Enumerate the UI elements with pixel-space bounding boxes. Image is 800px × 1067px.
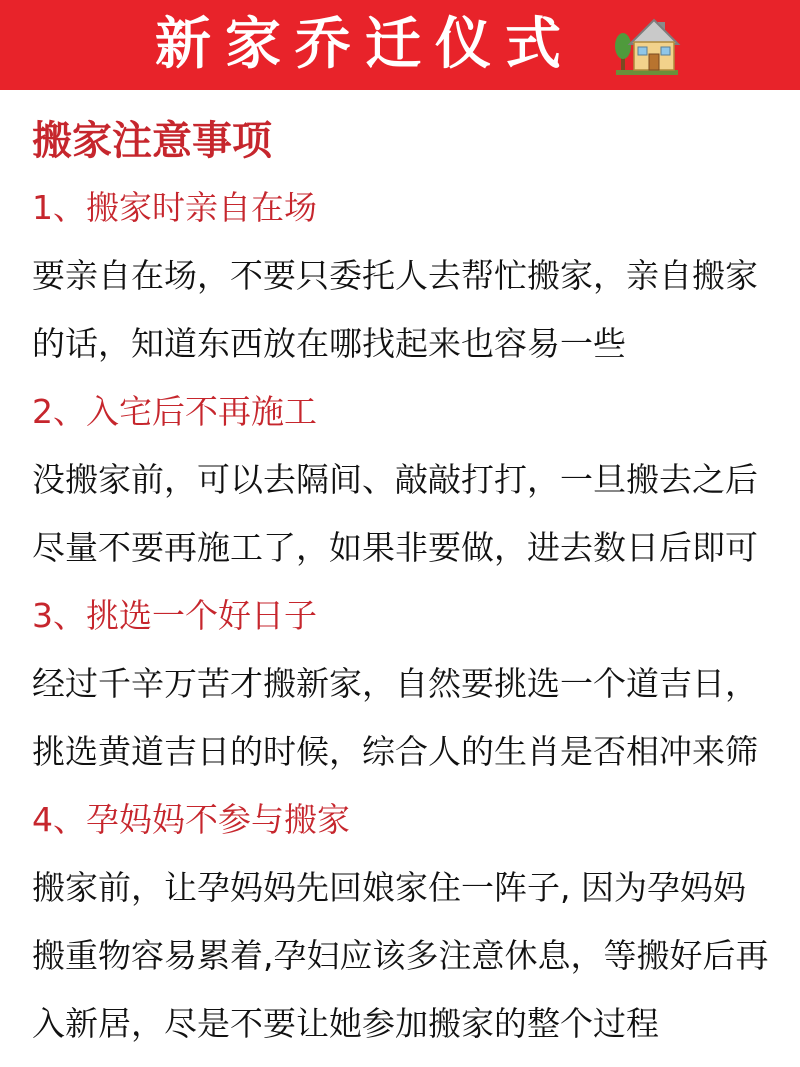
section-title: 搬家注意事项 [32,118,272,164]
tip-item-2 [32,378,772,582]
house-icon [612,10,682,80]
banner-title: 新家乔迁仪式 [155,12,575,77]
tip-heading: 1、搬家时亲自在场 [32,188,317,227]
title-banner [0,0,800,90]
tip-item-1 [32,174,772,378]
tip-heading: 4、孕妈妈不参与搬家 [32,800,350,839]
tip-body-line: 尽量不要再施工了，如果非要做，进去数日后即可 [32,528,758,567]
tip-heading: 3、挑选一个好日子 [32,596,317,635]
tip-body-line: 的话，知道东西放在哪找起来也容易一些 [32,324,626,363]
tip-item-4 [32,786,772,1058]
article-content [32,108,772,1058]
tip-body-line: 搬家前，让孕妈妈先回娘家住一阵子, 因为孕妈妈 [32,868,746,907]
tip-body-line: 没搬家前，可以去隔间、敲敲打打，一旦搬去之后 [32,460,758,499]
tip-heading: 2、入宅后不再施工 [32,392,317,431]
tip-body-line: 入新居，尽是不要让她参加搬家的整个过程 [32,1004,659,1043]
tip-body-line: 挑选黄道吉日的时候，综合人的生肖是否相冲来筛 [32,732,758,771]
tip-item-3 [32,582,772,786]
tip-body-line: 要亲自在场，不要只委托人去帮忙搬家，亲自搬家 [32,256,758,295]
tip-body-line: 经过千辛万苦才搬新家，自然要挑选一个道吉日， [32,664,758,703]
tip-body-line: 搬重物容易累着,孕妇应该多注意休息，等搬好后再 [32,936,769,975]
